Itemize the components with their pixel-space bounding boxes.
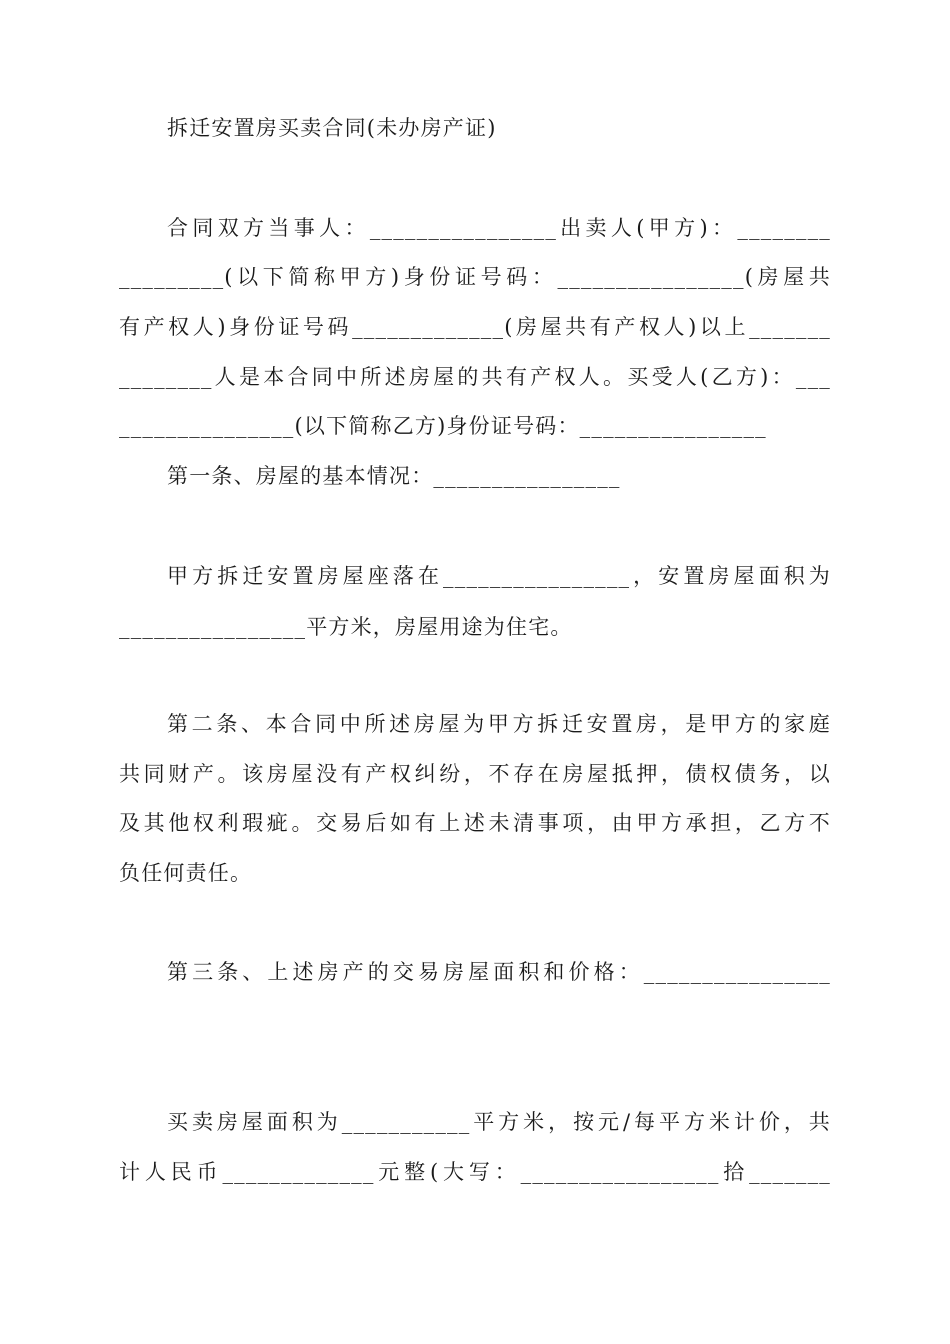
- document-title: 拆迁安置房买卖合同(未办房产证): [167, 116, 497, 140]
- paragraph-line: ________人是本合同中所述房屋的共有产权人。买受人(乙方)：___: [119, 365, 831, 389]
- paragraph-line: 买卖房屋面积为___________平方米，按元/每平方米计价，共: [167, 1110, 831, 1134]
- paragraph-line: _______________(以下简称乙方)身份证号码：________________: [119, 414, 767, 438]
- paragraph-line: 负任何责任。: [119, 861, 253, 885]
- paragraph-line: 共同财产。该房屋没有产权纠纷，不存在房屋抵押，债权债务，以: [119, 762, 831, 786]
- article-3-heading: 第三条、上述房产的交易房屋面积和价格：________________: [167, 960, 831, 984]
- paragraph-line: 计人民币_____________元整(大写：_________________拾_______: [119, 1160, 831, 1184]
- paragraph-line: 甲方拆迁安置房屋座落在________________，安置房屋面积为: [167, 564, 831, 588]
- paragraph-line: ________________平方米，房屋用途为住宅。: [119, 615, 573, 639]
- article-1-heading: 第一条、房屋的基本情况：________________: [167, 464, 621, 488]
- paragraph-line: 及其他权利瑕疵。交易后如有上述未清事项，由甲方承担，乙方不: [119, 811, 831, 835]
- paragraph-line: _________(以下简称甲方)身份证号码：________________(房屋共: [119, 265, 831, 289]
- article-2-line: 第二条、本合同中所述房屋为甲方拆迁安置房，是甲方的家庭: [167, 712, 831, 736]
- paragraph-line: 合同双方当事人：________________出卖人(甲方)：________: [167, 216, 831, 240]
- paragraph-line: 有产权人)身份证号码_____________(房屋共有产权人)以上_______: [119, 315, 831, 339]
